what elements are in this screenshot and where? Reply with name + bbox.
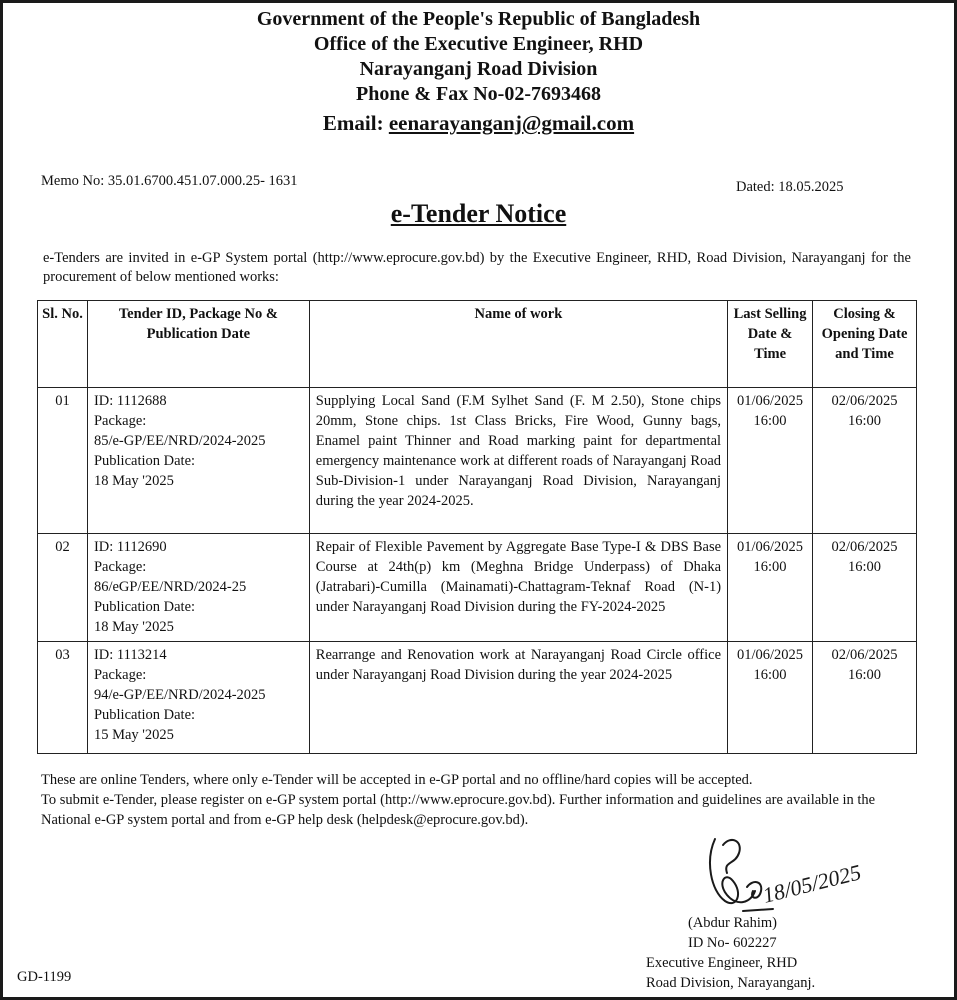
row-work: Rearrange and Renovation work at Narayanganj Road Circle office under Narayanganj Road Division during the year 2024-2025	[309, 642, 727, 754]
email-label: Email:	[322, 111, 389, 135]
closing-time: 16:00	[848, 559, 882, 575]
row-closing	[813, 534, 917, 642]
row-closing	[813, 388, 917, 534]
table-row	[38, 534, 917, 642]
header-sl: Sl. No.	[38, 301, 88, 388]
signatory-name: (Abdur Rahim)	[688, 915, 777, 931]
publication-label: Publication Date:	[93, 453, 196, 469]
tender-id: ID: 1112688	[93, 393, 167, 409]
row-closing	[813, 642, 917, 754]
row-work: Supplying Local Sand (F.M Sylhet Sand (F. M 2.50), Stone chips 20mm, Stone chips. 1st Class Bricks, Fire Wood, Gunny bags, Enamel paint Thinner and Road marking paint for departmental emergency maintenance work at different roads of Narayanganj Road Sub-Division-1 under Narayanganj Road Division, Narayanganj during the year 2024-2025.	[309, 388, 727, 534]
email-line	[3, 109, 954, 137]
closing-date: 02/06/2025	[831, 393, 898, 409]
govt-name: Government of the People's Republic of Bangladesh	[256, 8, 701, 30]
package-label: Package:	[93, 667, 147, 683]
closing-date: 02/06/2025	[831, 647, 898, 663]
publication-date: 18 May '2025	[93, 619, 174, 635]
email-address[interactable]: eenarayanganj@gmail.com	[388, 111, 635, 135]
signatory-designation: Executive Engineer, RHD	[646, 955, 798, 971]
row-tender-info	[87, 642, 309, 754]
footer-line-1: These are online Tenders, where only e-Tender will be accepted in e-GP portal and no offline/hard copies will be accepted.	[41, 772, 753, 788]
tender-id: ID: 1113214	[93, 647, 167, 663]
letterhead	[3, 7, 954, 137]
signatory-id: ID No- 602227	[688, 935, 777, 951]
dated: Dated: 18.05.2025	[736, 179, 844, 195]
closing-date: 02/06/2025	[831, 539, 898, 555]
closing-time: 16:00	[848, 413, 882, 429]
header-tender: Tender ID, Package No & Publication Date	[87, 301, 309, 388]
package-label: Package:	[93, 413, 147, 429]
table-row	[38, 388, 917, 534]
table-row	[38, 642, 917, 754]
division-name: Narayanganj Road Division	[359, 58, 598, 80]
signatory-office: Road Division, Narayanganj.	[646, 975, 816, 991]
row-selling	[728, 388, 813, 534]
phone-fax: Phone & Fax No-02-7693468	[356, 83, 601, 105]
page-title: e-Tender Notice	[390, 199, 567, 228]
package-no: 85/e-GP/EE/NRD/2024-2025	[93, 433, 266, 449]
intro-paragraph: e-Tenders are invited in e-GP System portal (http://www.eprocure.gov.bd) by the Executive Engineer, RHD, Road Division, Narayanganj for the procurement of below mentioned works:	[43, 250, 911, 285]
row-selling	[728, 534, 813, 642]
selling-time: 16:00	[753, 413, 787, 429]
selling-date: 01/06/2025	[737, 393, 804, 409]
header-closing: Closing & Opening Date and Time	[813, 301, 917, 388]
header-selling: Last Selling Date & Time	[728, 301, 813, 388]
selling-time: 16:00	[753, 667, 787, 683]
package-label: Package:	[93, 559, 147, 575]
row-sl: 02	[38, 534, 88, 642]
selling-date: 01/06/2025	[737, 647, 804, 663]
tender-table	[37, 300, 917, 754]
publication-date: 15 May '2025	[93, 727, 174, 743]
row-work: Repair of Flexible Pavement by Aggregate Base Type-I & DBS Base Course at 24th(p) km (Meghna Bridge Underpass) of Dhaka (Jatrabari)-Cumilla (Mainamati)-Chattagram-Teknaf Road (N-1) under Narayanganj Road Division during the FY-2024-2025	[309, 534, 727, 642]
header-work: Name of work	[309, 301, 727, 388]
row-tender-info	[87, 534, 309, 642]
publication-label: Publication Date:	[93, 707, 196, 723]
tender-id: ID: 1112690	[93, 539, 167, 555]
publication-label: Publication Date:	[93, 599, 196, 615]
office-name: Office of the Executive Engineer, RHD	[313, 33, 644, 55]
gd-number: GD-1199	[17, 969, 72, 985]
selling-time: 16:00	[753, 559, 787, 575]
row-sl: 01	[38, 388, 88, 534]
publication-date: 18 May '2025	[93, 473, 174, 489]
footer-line-2: To submit e-Tender, please register on e-GP system portal (http://www.eprocure.gov.bd). Further information and guidelines are available in the National e-GP system portal and from e-GP help desk (helpdesk@eprocure.gov.bd).	[41, 792, 876, 828]
selling-date: 01/06/2025	[737, 539, 804, 555]
package-no: 94/e-GP/EE/NRD/2024-2025	[93, 687, 266, 703]
signature-date: 18/05/2025	[760, 859, 864, 908]
package-no: 86/eGP/EE/NRD/2024-25	[93, 579, 247, 595]
memo-number: Memo No: 35.01.6700.451.07.000.25- 1631	[41, 173, 298, 189]
signatory-block	[646, 913, 815, 993]
row-tender-info	[87, 388, 309, 534]
closing-time: 16:00	[848, 667, 882, 683]
row-selling	[728, 642, 813, 754]
row-sl: 03	[38, 642, 88, 754]
table-header-row	[38, 301, 917, 388]
